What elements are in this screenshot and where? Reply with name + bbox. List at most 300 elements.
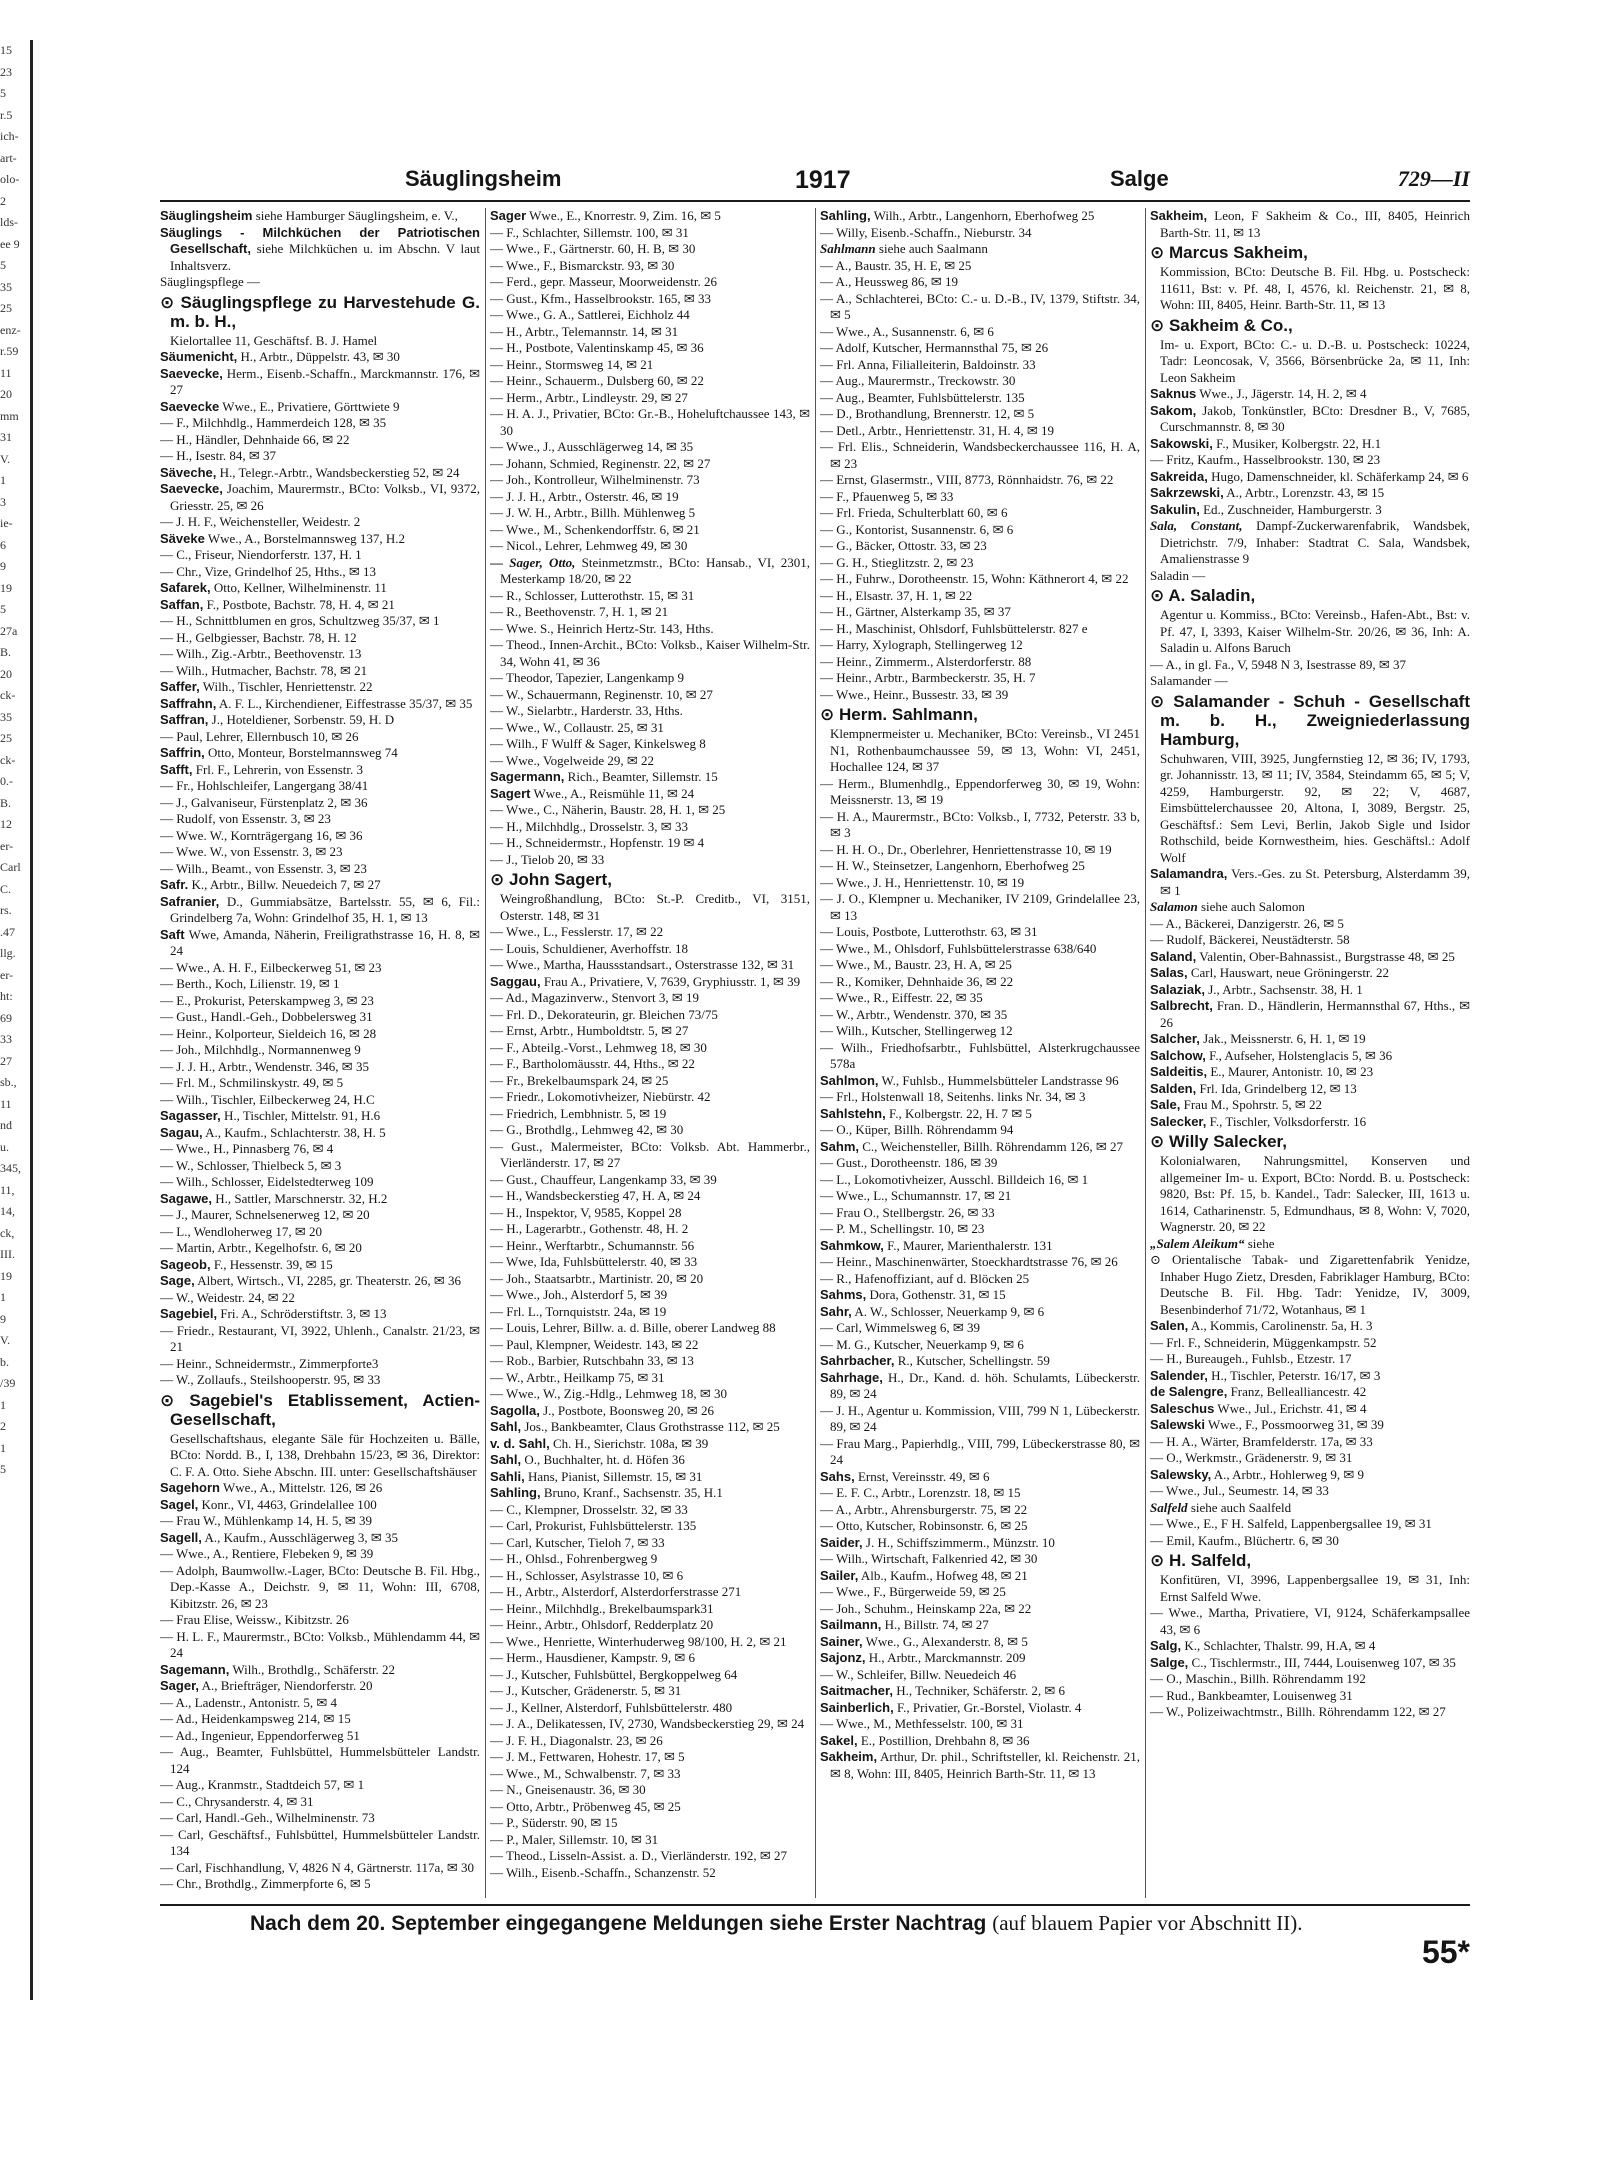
directory-entry: [1150, 998, 1470, 1031]
directory-entry: [490, 753, 810, 770]
entry-details: — H., Isestr. 84, ✉ 37: [160, 448, 276, 463]
entry-details: Herm., Eisenb.-Schaffn., Marckmannstr. 176, ✉ 27: [170, 365, 480, 397]
entry-surname: Sagawe,: [160, 1190, 213, 1206]
entry-details: — Wwe., Martha, Haussstandsart., Osterstrasse 132, ✉ 31: [490, 957, 795, 972]
margin-fragment: er-: [0, 838, 14, 853]
margin-fragment: lds-: [0, 215, 18, 229]
entry-keyword: Sahlmann: [820, 241, 876, 256]
entry-surname: Saft: [160, 926, 185, 942]
entry-details: — Heinr., Milchhdlg., Brekelbaumspark31: [490, 1600, 714, 1616]
entry-details: Steinmetzmstr., BCto: Hansab., VI, 2301, Mesterkamp 18/20, ✉ 22: [500, 554, 810, 586]
directory-entry: [490, 555, 810, 588]
page-header: [160, 156, 1470, 202]
directory-entry: [820, 1469, 1140, 1486]
directory-entry: [1150, 1688, 1470, 1705]
entry-details: — Wwe., A., Susannenstr. 6, ✉ 6: [820, 323, 994, 339]
directory-entry: [820, 1007, 1140, 1024]
entry-details: — Theod., Lisseln-Assist. a. D., Vierländerstr. 192, ✉ 27: [490, 1848, 788, 1863]
entry-firm-advert-name: ⊙ Willy Salecker,: [1150, 1132, 1287, 1151]
directory-entry: [160, 597, 480, 614]
entry-surname: Sakowski,: [1150, 435, 1213, 451]
entry-details: — Wilh., Hutmacher, Bachstr. 78, ✉ 21: [160, 662, 368, 678]
directory-entry: [160, 828, 480, 845]
entry-details: Wilh., Tischler, Henriettenstr. 22: [199, 679, 373, 694]
entry-details: E., Postillion, Drehbahn 8, ✉ 36: [857, 1732, 1030, 1748]
directory-entry: [490, 241, 810, 258]
directory-entry: [490, 1419, 810, 1436]
entry-details: Frl. F., Lehrerin, von Essenstr. 3: [192, 761, 363, 777]
directory-entry: [490, 703, 810, 720]
entry-surname: Sagel,: [160, 1496, 199, 1512]
margin-fragment: C.: [0, 881, 12, 896]
directory-entry: [1150, 1638, 1470, 1655]
directory-entry: [1150, 1516, 1470, 1533]
directory-entry: [1150, 452, 1470, 469]
directory-entry: [490, 1221, 810, 1238]
entry-details: H., Arbtr., Marckmannstr. 209: [865, 1650, 1026, 1665]
entry-surname: Saffrahn,: [160, 695, 217, 711]
entry-details: — W., Polizeiwachtmstr., Billh. Röhrendamm 122, ✉ 27: [1150, 1704, 1446, 1719]
directory-entry: [820, 588, 1140, 605]
entry-details: Rich., Beamter, Sillemstr. 15: [564, 769, 718, 784]
entry-details: — A., Arbtr., Ahrensburgerstr. 75, ✉ 22: [820, 1501, 1028, 1517]
directory-entry: [820, 1667, 1140, 1684]
entry-details: Hans, Pianist, Sillemstr. 15, ✉ 31: [524, 1468, 703, 1484]
directory-entry: [820, 538, 1140, 555]
directory-entry: [490, 957, 810, 974]
entry-details: Wwe., E., Knorrestr. 9, Zim. 16, ✉ 5: [526, 208, 721, 223]
entry-details: — Herm., Blumenhdlg., Eppendorferweg 30, ✉ 19, Wohn: Meissnerstr. 13, ✉ 19: [820, 775, 1140, 807]
directory-entry: [490, 1667, 810, 1684]
entry-surname: Sakom,: [1150, 402, 1197, 418]
directory-entry: [490, 1502, 810, 1519]
directory-entry: [820, 1700, 1140, 1717]
margin-fragment: r.5: [0, 107, 13, 122]
entry-details: — Carl, Geschäftsf., Fuhlsbüttel, Hummelsbütteler Landstr. 134: [160, 1826, 480, 1858]
directory-entry: [490, 1320, 810, 1337]
entry-surname: Sahms,: [820, 1287, 867, 1302]
entry-details: — Ernst, Arbtr., Humboldtstr. 5, ✉ 27: [490, 1023, 689, 1038]
entry-surname: Saldeitis,: [1150, 1064, 1208, 1079]
margin-fragment: /39: [0, 1376, 16, 1390]
margin-fragment: ck-: [0, 688, 16, 702]
directory-entry: [820, 941, 1140, 958]
directory-entry: [490, 538, 810, 555]
entry-details: — C., Klempner, Drosselstr. 32, ✉ 33: [490, 1501, 688, 1517]
directory-entry: [1150, 1450, 1470, 1467]
directory-entry: [160, 1513, 480, 1530]
directory-entry: [1150, 1551, 1470, 1605]
entry-details: K., Schlachter, Thalstr. 99, H.A, ✉ 4: [1181, 1638, 1376, 1653]
directory-entry: [490, 1271, 810, 1288]
entry-surname: Sahl,: [490, 1452, 522, 1467]
entry-details: — Harry, Xylograph, Stellingerweg 12: [820, 637, 1023, 652]
entry-surname: Sajonz,: [820, 1650, 866, 1665]
entry-details: — Wwe., M., Ohlsdorf, Fuhlsbüttelerstrasse 638/640: [820, 940, 1097, 956]
entry-details: C., Tischlermstr., III, 7444, Louisenweg 107, ✉ 35: [1188, 1654, 1456, 1670]
margin-fragment: sb.,: [0, 1075, 17, 1089]
entry-details: — W., Arbtr., Wendenstr. 370, ✉ 35: [820, 1006, 1008, 1022]
entry-details: Bruno, Kranf., Sachsenstr. 35, H.1: [540, 1485, 723, 1500]
directory-entry: [1150, 657, 1470, 674]
entry-surname: Sagebiel,: [160, 1306, 218, 1321]
directory-entry: [490, 870, 810, 924]
entry-details: — F., Abteilg.-Vorst., Lehmweg 18, ✉ 30: [490, 1039, 707, 1055]
directory-entry: [820, 1221, 1140, 1238]
entry-surname: Sahl,: [490, 1419, 522, 1434]
directory-entry: [160, 514, 480, 531]
entry-details: — Louis, Lehrer, Billw. a. d. Bille, oberer Landweg 88: [490, 1320, 776, 1335]
directory-entry: [160, 993, 480, 1010]
header-year: 1917: [795, 166, 851, 194]
directory-entry: [490, 588, 810, 605]
entry-details: — Carl, Prokurist, Fuhlsbüttelerstr. 135: [490, 1518, 697, 1533]
entry-details: — Gust., Chauffeur, Langenkamp 33, ✉ 39: [490, 1171, 717, 1187]
margin-fragment: 345,: [0, 1161, 21, 1175]
directory-entry: [490, 1518, 810, 1535]
directory-entry: [820, 225, 1140, 242]
entry-details: — Wwe., E., F H. Salfeld, Lappenbergsallee 19, ✉ 31: [1150, 1516, 1432, 1531]
header-right-keyword: Salge: [1110, 166, 1169, 191]
directory-entry: [820, 1106, 1140, 1123]
entry-details: — Fr., Brekelbaumspark 24, ✉ 25: [490, 1072, 669, 1088]
entry-details: siehe Milchküchen u. im Abschn. V laut Inhaltsverz.: [170, 241, 480, 273]
column-divider: [485, 208, 486, 1898]
entry-details: Ed., Zuschneider, Hamburgerstr. 3: [1199, 501, 1382, 517]
entry-details: A., Arbtr., Hohlerweg 9, ✉ 9: [1211, 1466, 1364, 1482]
directory-entry: [160, 415, 480, 432]
directory-entry: [820, 1188, 1140, 1205]
entry-details: Otto, Kellner, Wilhelminenstr. 11: [210, 580, 387, 595]
entry-details: C., Weichensteller, Billh. Röhrendamm 126, ✉ 27: [859, 1138, 1124, 1154]
directory-entry: [820, 390, 1140, 407]
entry-surname: Sakulin,: [1150, 501, 1200, 517]
directory-entry: [820, 1370, 1140, 1403]
directory-entry: [490, 990, 810, 1007]
directory-entry: [490, 786, 810, 803]
entry-details: — Wwe., Vogelweide 29, ✉ 22: [490, 752, 654, 768]
directory-entry: [490, 1023, 810, 1040]
column-4: [1150, 208, 1470, 1898]
entry-details: K., Arbtr., Billw. Neuedeich 7, ✉ 27: [188, 877, 381, 892]
directory-entry: [820, 357, 1140, 374]
entry-details: — H., Postbote, Valentinskamp 45, ✉ 36: [490, 340, 704, 355]
entry-details: — Wwe., W., Collaustr. 25, ✉ 31: [490, 719, 664, 735]
entry-details: — Carl, Wimmelsweg 6, ✉ 39: [820, 1320, 980, 1335]
entry-keyword: Salfeld: [1150, 1499, 1188, 1515]
entry-details: — Ad., Heidenkampsweg 214, ✉ 15: [160, 1711, 351, 1726]
directory-entry: [820, 489, 1140, 506]
entry-details: — O., Werkmstr., Grädenerstr. 9, ✉ 31: [1150, 1450, 1353, 1465]
entry-details: — R., Hafenoffiziant, auf d. Blöcken 25: [820, 1270, 1030, 1286]
directory-entry: [1150, 1351, 1470, 1368]
directory-entry: [1150, 965, 1470, 982]
directory-entry: [160, 1273, 480, 1290]
directory-entry: [820, 1634, 1140, 1651]
entry-details: Schuhwaren, VIII, 3925, Jungfernstieg 12, ✉ 36; IV, 1793, gr. Johannisstr. 13, ✉ 11; IV, 3584, Steindamm 65, ✉ 5; V, 4259, Hamburgerstr. 92, ✉ 22; V, 4687, Eimsbüttelerchaussee 20, Altona, I, 3089, Bergstr. 25, Geschäftsf.: Sem Levi, Berlin, Jakob Sigle und Isidor Rothschild, beide Kornwestheim, hies. Geschäftsl.: Adolf Wolf: [1160, 750, 1470, 865]
entry-surname: Sager: [490, 208, 527, 223]
entry-details: — Rob., Barbier, Rutschbahn 33, ✉ 13: [490, 1353, 694, 1368]
entry-details: — G. H., Stieglitzstr. 2, ✉ 23: [820, 554, 974, 570]
directory-entry: [160, 696, 480, 713]
entry-details: — H. A., Maurermstr., BCto: Volksb., I, 7732, Peterstr. 33 b, ✉ 3: [820, 808, 1140, 840]
entry-details: J., Postbote, Boonsweg 20, ✉ 26: [539, 1402, 714, 1418]
entry-surname: v. d. Sahl,: [490, 1435, 550, 1451]
margin-fragment: rs.: [0, 903, 12, 917]
entry-details: — Wwe., A., Rentiere, Flebeken 9, ✉ 39: [160, 1546, 374, 1561]
directory-entry: [1150, 1605, 1470, 1638]
directory-entry: [820, 324, 1140, 341]
directory-entry: [820, 1535, 1140, 1552]
entry-details: — Herm., Hausdiener, Kampstr. 9, ✉ 6: [490, 1650, 695, 1665]
entry-surname: Saggau,: [490, 973, 541, 989]
entry-details: — Frl. F., Schneiderin, Müggenkampstr. 52: [1150, 1334, 1377, 1350]
directory-entry: [490, 1089, 810, 1106]
entry-surname: Salender,: [1150, 1367, 1208, 1383]
entry-details: — Theod., Innen-Archit., BCto: Volksb., Kaiser Wilhelm-Str. 34, Wohn 41, ✉ 36: [490, 637, 810, 669]
directory-entry: [490, 1007, 810, 1024]
directory-entry: [160, 1391, 480, 1481]
directory-entry: [160, 976, 480, 993]
margin-fragment: 5: [0, 258, 6, 272]
margin-fragment: 31: [0, 430, 12, 444]
directory-entry: [160, 531, 480, 548]
directory-entry: [820, 705, 1140, 776]
entry-surname: Sahs,: [820, 1468, 855, 1484]
entry-details: — Wwe., M., Baustr. 23, H. A, ✉ 25: [820, 957, 1012, 972]
margin-fragment: 5: [0, 1462, 6, 1476]
entry-details: — Heinr., Schauerm., Dulsberg 60, ✉ 22: [490, 373, 704, 388]
directory-entry: [1150, 485, 1470, 502]
directory-entry: [160, 1546, 480, 1563]
margin-fragment: B.: [0, 645, 12, 659]
entry-details: — Joh., Staatsarbtr., Martinistr. 20, ✉ 20: [490, 1270, 704, 1286]
entry-details: F., Maurer, Marienthalerstr. 131: [883, 1237, 1053, 1253]
directory-entry: [490, 1403, 810, 1420]
footer-rule: [160, 1904, 1470, 1906]
entry-details: Wwe., A., Borstelmannsweg 137, H.2: [204, 530, 405, 546]
entry-details: — H., Arbtr., Telemannstr. 14, ✉ 31: [490, 323, 679, 339]
entry-details: — Willy, Eisenb.-Schaffn., Nieburstr. 34: [820, 224, 1032, 240]
directory-entry: [490, 208, 810, 225]
entry-details: — Frl. Anna, Filialleiterin, Baldoinstr. 33: [820, 356, 1036, 372]
entry-details: — W., Schlosser, Thielbeck 5, ✉ 3: [160, 1157, 342, 1173]
entry-surname: Safarek,: [160, 580, 211, 595]
directory-entry: [160, 1678, 480, 1695]
entry-details: — Friedrich, Lembhnistr. 5, ✉ 19: [490, 1105, 667, 1121]
directory-entry: [160, 1240, 480, 1257]
entry-surname: Säveche,: [160, 464, 217, 480]
entry-details: — Paul, Lehrer, Ellernbusch 10, ✉ 26: [160, 728, 359, 744]
directory-entry: [820, 1040, 1140, 1073]
margin-fragment: 33: [0, 1032, 12, 1046]
directory-entry: [490, 819, 810, 836]
entry-details: — Theodor, Tapezier, Langenkamp 9: [490, 670, 684, 685]
entry-details: — L., Wendloherweg 17, ✉ 20: [160, 1223, 322, 1239]
entry-surname: Salcher,: [1150, 1031, 1200, 1046]
entry-details: — Wwe., Martha, Privatiere, VI, 9124, Schäferkampsallee 43, ✉ 6: [1150, 1605, 1470, 1637]
entry-details: Im- u. Export, BCto: C.- u. D.-B. u. Postscheck: 10224, Tadr: Leoncosak, V, 3566, Börsenbrücke 2a, ✉ 11, Inh: Leon Sakheim: [1160, 336, 1470, 385]
entry-details: — H., Ohlsd., Fohrenbergweg 9: [490, 1551, 658, 1566]
entry-details: — O., Maschin., Billh. Röhrendamm 192: [1150, 1671, 1366, 1686]
directory-page: [160, 156, 1470, 2056]
directory-entry: [820, 1320, 1140, 1337]
directory-entry: [820, 957, 1140, 974]
entry-details: H., Techniker, Schäferstr. 2, ✉ 6: [893, 1683, 1066, 1698]
directory-entry: [490, 802, 810, 819]
margin-fragment: ht:: [0, 989, 13, 1003]
entry-details: — M. G., Kutscher, Neuerkamp 9, ✉ 6: [820, 1336, 1024, 1352]
directory-entry: [1150, 1500, 1470, 1517]
directory-entry: [820, 1485, 1140, 1502]
entry-details: — H. A., Wärter, Bramfelderstr. 17a, ✉ 33: [1150, 1433, 1373, 1449]
entry-details: — Gust., Malermeister, BCto: Volksb. Abt. Hammerbr., Vierländerstr. 17, ✉ 27: [490, 1138, 810, 1170]
directory-entry: [160, 448, 480, 465]
directory-entry: [160, 1108, 480, 1125]
entry-details: F., Postbote, Bachstr. 78, H. 4, ✉ 21: [203, 596, 395, 612]
directory-entry: [820, 1089, 1140, 1106]
entry-details: — Wwe., M., Methfesselstr. 100, ✉ 31: [820, 1716, 1024, 1731]
entry-details: siehe auch Saalmann: [875, 241, 988, 256]
entry-firm-advert-name: ⊙ Herm. Sahlmann,: [820, 705, 978, 724]
directory-entry: [490, 1056, 810, 1073]
directory-entry: [490, 1106, 810, 1123]
directory-entry: [160, 349, 480, 366]
directory-entry: [820, 291, 1140, 324]
margin-fragment: ck-: [0, 752, 16, 767]
entry-surname: Saitmacher,: [820, 1683, 893, 1698]
entry-details: — Adolf, Kutscher, Hermannsthal 75, ✉ 26: [820, 340, 1049, 355]
directory-entry: [820, 1683, 1140, 1700]
directory-entry: [160, 1092, 480, 1109]
entry-details: H., Arbtr., Düppelstr. 43, ✉ 30: [237, 349, 400, 364]
entry-details: A., Arbtr., Lorenzstr. 43, ✉ 15: [1223, 485, 1385, 500]
directory-entry: [820, 875, 1140, 892]
entry-details: — Carl, Handl.-Geh., Wilhelminenstr. 73: [160, 1810, 375, 1825]
directory-entry: [490, 1584, 810, 1601]
entry-details: — H., Schnittblumen en gros, Schultzweg 35/37, ✉ 1: [160, 613, 440, 628]
margin-fragment: olo-: [0, 172, 20, 186]
entry-details: — H., Bureaugeh., Fuhlsb., Etzestr. 17: [1150, 1351, 1352, 1366]
directory-entry: [160, 293, 480, 350]
directory-entry: [820, 1271, 1140, 1288]
directory-entry: [490, 1733, 810, 1750]
entry-details: — Ad., Ingenieur, Eppendorferweg 51: [160, 1727, 360, 1743]
entry-details: Wilh., Arbtr., Langenhorn, Eberhofweg 25: [870, 208, 1095, 223]
margin-fragment: V.: [0, 451, 11, 466]
entry-details: Arthur, Dr. phil., Schriftsteller, kl. Reichenstr. 21, ✉ 8, Wohn: III, 8405, Heinrich Barth-Str. 11, ✉ 13: [830, 1749, 1140, 1781]
directory-entry: [490, 604, 810, 621]
entry-details: — Johann, Schmied, Reginenstr. 22, ✉ 27: [490, 455, 711, 471]
directory-entry: [1150, 1236, 1470, 1253]
entry-details: Gesellschaftshaus, elegante Säle für Hochzeiten u. Bälle, BCto: Nordd. B., I, 138, Drehbahn 15/23, ✉ 36, Direktor: C. F. A. Otto. Siehe Abschn. III. unter: Gesellschaftshäuser: [170, 1430, 480, 1479]
entry-keyword: Salamon: [1150, 899, 1198, 914]
entry-details: — Ferd., gepr. Masseur, Moorweidenstr. 26: [490, 274, 717, 289]
entry-details: — Ernst, Glasermstr., VIII, 8773, Rönnhaidstr. 76, ✉ 22: [820, 472, 1114, 487]
directory-entry: [820, 891, 1140, 924]
entry-details: — Heinr., Arbtr., Ohlsdorf, Redderplatz 20: [490, 1617, 714, 1632]
entry-details: — J. H. F., Weichensteller, Weidestr. 2: [160, 514, 361, 529]
entry-details: H., Tischler, Peterstr. 16/17, ✉ 3: [1207, 1367, 1381, 1383]
directory-entry: [1150, 1434, 1470, 1451]
entry-details: Kolonialwaren, Nahrungsmittel, Konserven und allgemeiner Im- u. Export, BCto: Nordd. B. u. Postscheck: 9820, Bst: Pf. 15, b. Kandel., Tadr: Salecker, III, 1613 u. 1614, Catharinenstr. 5, Edmundhaus, ✉ 8, Wohn: V, 7020, Wagnerstr. 20, ✉ 22: [1160, 1153, 1470, 1234]
entry-details: — Wwe., M., Schenkendorffstr. 6, ✉ 21: [490, 521, 700, 537]
margin-fragment: 5: [0, 602, 6, 616]
entry-details: — Wilh., Schlosser, Eidelstedterweg 109: [160, 1174, 374, 1189]
directory-entry: [1150, 518, 1470, 568]
directory-entry: [1150, 982, 1470, 999]
entry-details: — Martin, Arbtr., Kegelhofstr. 6, ✉ 20: [160, 1240, 362, 1255]
entry-surname: Sakrzewski,: [1150, 485, 1224, 500]
entry-surname: Saider,: [820, 1534, 863, 1550]
entry-firm-advert-name: ⊙ John Sagert,: [490, 870, 612, 889]
entry-details: — Frl. L., Tornquiststr. 24a, ✉ 19: [490, 1303, 667, 1319]
entry-details: Jak., Meissnerstr. 6, H. 1, ✉ 19: [1199, 1031, 1366, 1046]
directory-entry: [1150, 1252, 1470, 1318]
entry-details: Ch. H., Sierichstr. 108a, ✉ 39: [549, 1435, 709, 1451]
entry-surname: Sahlstehn,: [820, 1105, 886, 1121]
page-signature-mark: 55*: [1421, 1934, 1470, 1970]
entry-details: — H., Inspektor, V, 9585, Koppel 28: [490, 1204, 682, 1220]
entry-details: — Aug., Maurermstr., Treckowstr. 30: [820, 373, 1016, 388]
directory-entry: [160, 366, 480, 399]
directory-entry: [820, 258, 1140, 275]
entry-details: — Wilh., F Wulff & Sager, Kinkelsweg 8: [490, 736, 706, 751]
entry-surname: Sager,: [160, 1678, 200, 1693]
directory-entry: [1150, 1483, 1470, 1500]
entry-details: — F., Milchhdlg., Hammerdeich 128, ✉ 35: [160, 415, 387, 430]
entry-details: — Otto, Kutscher, Robinsonstr. 6, ✉ 25: [820, 1518, 1028, 1533]
directory-entry: [490, 1122, 810, 1139]
directory-entry: [1150, 436, 1470, 453]
entry-details: — Frau O., Stellbergstr. 26, ✉ 33: [820, 1204, 995, 1220]
margin-fragment: 9: [0, 559, 6, 573]
entry-firm-advert-name: ⊙ Sagebiel's Etablissement, Actien-Gesellschaft,: [160, 1390, 480, 1429]
entry-details: — Rud., Bankbeamter, Louisenweg 31: [1150, 1687, 1353, 1703]
directory-entry: [490, 1634, 810, 1651]
margin-fragment: ck,: [0, 1225, 15, 1240]
margin-fragment: 27a: [0, 623, 18, 638]
directory-entry: [1150, 1704, 1470, 1721]
directory-entry: [160, 877, 480, 894]
directory-entry: [1150, 1114, 1470, 1131]
entry-details: — L., Lokomotivheizer, Ausschl. Billdeich 16, ✉ 1: [820, 1171, 1089, 1187]
entry-details: — H., Lagerarbtr., Gothenstr. 48, H. 2: [490, 1221, 689, 1236]
margin-fragment: nd: [0, 1118, 12, 1132]
entry-details: Vers.-Ges. zu St. Petersburg, Alsterdamm 39, ✉ 1: [1160, 866, 1470, 898]
entry-surname: Sageob,: [160, 1256, 211, 1272]
entry-details: — J. M., Fettwaren, Hohestr. 17, ✉ 5: [490, 1749, 685, 1764]
entry-details: — Friedr., Lokomotivheizer, Niebürstr. 42: [490, 1089, 711, 1104]
entry-details: — J. H., Agentur u. Kommission, VIII, 799 N 1, Lübeckerstr. 89, ✉ 24: [820, 1402, 1140, 1434]
entry-details: Dampf-Zuckerwarenfabrik, Wandsbek, Dietrichstr. 7/9, Inhaber: Stadtrat C. Sala, Wandsbek, Amalienstrasse 9: [1160, 518, 1470, 566]
directory-entry: [490, 941, 810, 958]
directory-entry: [160, 1480, 480, 1497]
margin-fragment: 69: [0, 1010, 12, 1025]
directory-entry: [490, 1353, 810, 1370]
entry-details: A., Kaufm., Schlachterstr. 38, H. 5: [202, 1124, 386, 1140]
entry-details: — J. O., Klempner u. Mechaniker, IV 2109, Grindelallee 23, ✉ 13: [820, 891, 1140, 923]
entry-details: — J. F. H., Diagonalstr. 23, ✉ 26: [490, 1732, 663, 1748]
entry-details: — J., Kutscher, Fuhlsbüttel, Bergkoppelweg 64: [490, 1666, 738, 1682]
entry-details: — W., Zollaufs., Steilshooperstr. 95, ✉ 33: [160, 1372, 381, 1387]
entry-surname: Safr.: [160, 877, 189, 892]
directory-entry: [490, 1766, 810, 1783]
entry-details: — J., Kellner, Alsterdorf, Fuhlsbüttelerstr. 480: [490, 1699, 733, 1715]
entry-firm-advert-name: ⊙ A. Saladin,: [1150, 586, 1256, 605]
entry-details: — Friedr., Restaurant, VI, 3922, Uhlenh., Canalstr. 21/23, ✉ 21: [160, 1322, 480, 1354]
entry-details: F., Aufseher, Holstenglacis 5, ✉ 36: [1205, 1047, 1393, 1063]
